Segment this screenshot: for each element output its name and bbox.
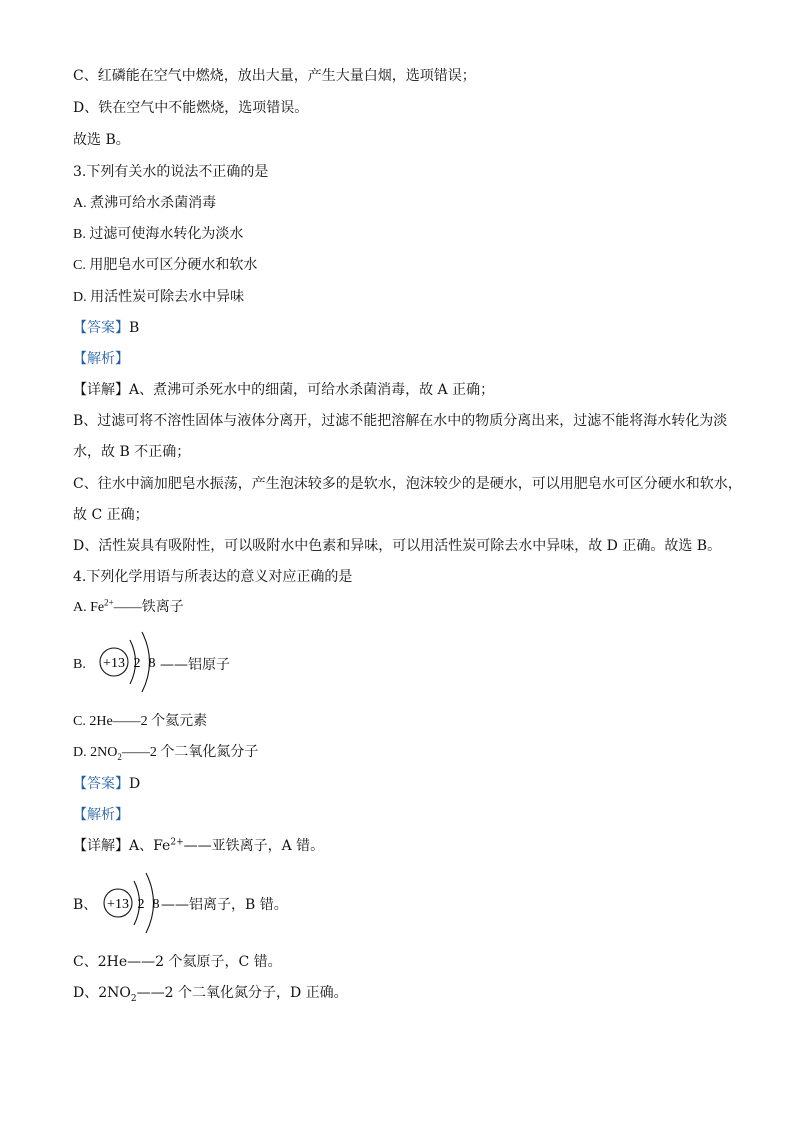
answer-4: [73, 774, 140, 794]
detail-4a-charge: 2+: [170, 837, 184, 848]
detail-4d-text: ——2 个二氧化氮分子，D 正确。: [136, 985, 348, 1001]
q4b-meaning: ——铝原子: [160, 657, 230, 673]
q3-option-c: C. 用肥皂水可区分硬水和软水: [73, 258, 258, 273]
q4d-formula: D. 2NO: [73, 745, 118, 760]
answer-tag: 【答案】: [73, 776, 129, 792]
shell-1-electrons: 2: [137, 897, 145, 912]
nucleus-label: +13: [107, 897, 129, 912]
detail-3-line-1: 【详解】A、煮沸可杀死水中的细菌，可给水杀菌消毒，故 A 正确；: [73, 382, 495, 398]
shell-2-electrons: 8: [148, 656, 156, 671]
answer-3: [73, 318, 139, 338]
detail-4d-formula: D、2NO: [73, 985, 131, 1001]
detail-4a-formula: 【详解】A、Fe: [73, 838, 171, 854]
q4a-charge: 2+: [104, 597, 114, 608]
q3-option-b: B. 过滤可使海水转化为淡水: [73, 227, 244, 242]
line-1: C、红磷能在空气中燃烧，放出大量，产生大量白烟，选项错误；: [73, 68, 476, 84]
question-3: 3.下列有关水的说法不正确的是: [73, 164, 269, 180]
detail-4-line-3: C、2He——2 个氦原子，C 错。: [73, 954, 282, 970]
detail-3-line-3: 水，故 B 不正确；: [73, 444, 191, 460]
analysis-tag-4: 【解析】: [73, 807, 129, 823]
q4d-meaning: ——2 个二氧化氮分子: [121, 745, 259, 760]
answer-tag: 【答案】: [73, 320, 129, 336]
q4d-subscript: 2: [117, 751, 122, 762]
analysis-tag-3: 【解析】: [73, 351, 129, 367]
detail-4-line-1: [73, 836, 324, 856]
q3-option-d: D. 用活性炭可除去水中异味: [73, 290, 245, 305]
detail-3-line-4: C、往水中滴加肥皂水振荡，产生泡沫较多的是软水，泡沫较少的是硬水，可以用肥皂水可区分硬水和软水，: [73, 476, 742, 492]
answer-value: B: [129, 320, 140, 336]
q3-option-a: A. 煮沸可给水杀菌消毒: [73, 196, 217, 211]
q4-option-a: [73, 598, 184, 618]
detail-3-line-6: D、活性炭具有吸附性，可以吸附水中色素和异味，可以用活性炭可除去水中异味，故 D 正确。故选 B。: [73, 538, 722, 554]
line-3: 故选 B。: [73, 132, 130, 148]
detail-4a-text: ——亚铁离子，A 错。: [183, 838, 325, 854]
line-2: D、铁在空气中不能燃烧，选项错误。: [73, 100, 309, 116]
detail-3-line-2: B、过滤可将不溶性固体与液体分离开，过滤不能把溶解在水中的物质分离出来，过滤不能将海水转化为淡: [73, 413, 728, 429]
detail-3-line-5: 故 C 正确；: [73, 507, 149, 523]
detail-4d-subscript: 2: [130, 993, 137, 1004]
q4a-formula: A. Fe: [73, 600, 105, 615]
answer-value: D: [129, 776, 141, 792]
q4a-meaning: ——铁离子: [113, 600, 184, 615]
q4-option-b-label: B.: [73, 657, 86, 672]
nucleus-label: +13: [103, 656, 125, 671]
shell-2-electrons: 8: [152, 897, 160, 912]
question-4: 4.下列化学用语与所表达的意义对应正确的是: [73, 569, 353, 585]
q4-option-c: C. 2He——2 个氦元素: [73, 714, 208, 729]
detail-4b-text: ——铝离子，B 错。: [161, 897, 288, 913]
detail-4-line-2-label: B、: [73, 897, 98, 913]
q4-option-d: [73, 743, 258, 763]
detail-4-line-4: [73, 983, 348, 1003]
shell-1-electrons: 2: [133, 656, 141, 671]
